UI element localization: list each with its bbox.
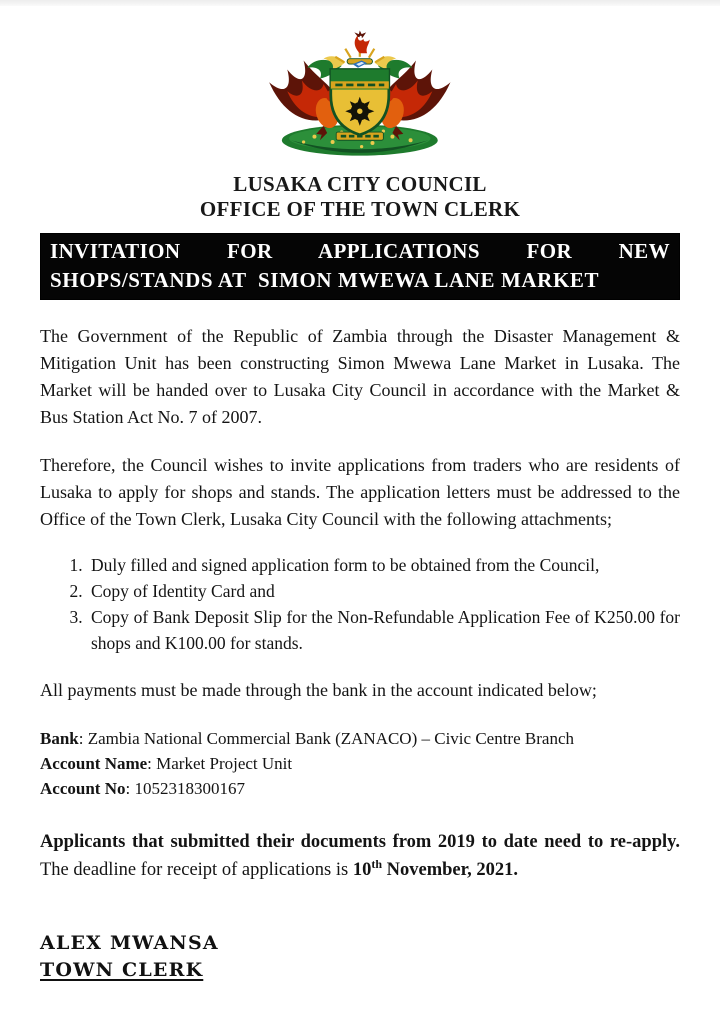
office-name: OFFICE OF THE TOWN CLERK — [199, 197, 521, 221]
account-no-label: Account No — [40, 779, 126, 798]
notice-title-banner — [40, 233, 680, 300]
reapply-notice: Applicants that submitted their documents from 2019 to date need to re-apply. — [40, 832, 680, 852]
attachment-item-2: 2. Copy of Identity Card and — [87, 578, 680, 604]
signatory-title: TOWN CLERK — [40, 959, 204, 981]
deadline-date: November, 2021. — [382, 860, 519, 880]
banner-line-2: SHOPS/STANDS AT SIMON MWEWA LANE MARKET — [50, 268, 600, 292]
attachment-item-3: 3. Copy of Bank Deposit Slip for the Non-Refundable Application Fee of K250.00 for shops and K100.00 for stands. — [87, 604, 680, 656]
account-name-label: Account Name — [40, 754, 148, 773]
org-name: LUSAKA CITY COUNCIL — [233, 172, 487, 196]
deadline-day: 10 — [352, 860, 372, 880]
banner-line-1: INVITATION FOR APPLICATIONS FOR NEW — [50, 239, 670, 263]
bank-label: Bank — [40, 729, 79, 748]
paragraph-invitation: Therefore, the Council wishes to invite applications from traders who are residents of Lusaka to apply for shops and stands. The application letters must be addressed to the Office of the Town Clerk, Lusaka City Council with the following attachments; — [40, 455, 680, 529]
bank-value: : Zambia National Commercial Bank (ZANACO) – Civic Centre Branch — [78, 729, 574, 748]
account-name-row — [40, 751, 680, 776]
coat-of-arms-icon — [251, 26, 469, 162]
coat-of-arms — [40, 26, 680, 164]
account-name-value: : Market Project Unit — [147, 754, 293, 773]
paragraph-payments: All payments must be made through the bank in the account indicated below; — [40, 680, 597, 700]
attachment-item-1: 1. Duly filled and signed application form to be obtained from the Council, — [87, 552, 680, 578]
signatory-name: ALEX MWANSA — [40, 932, 219, 954]
deadline-ordinal: th — [371, 856, 383, 871]
deadline-paragraph — [40, 828, 680, 884]
bank-details — [40, 726, 680, 801]
paragraph-intro: The Government of the Republic of Zambia through the Disaster Management & Mitigation Unit has been constructing Simon Mwewa Lane Market in Lusaka. The Market will be handed over to Lusaka City Council in accordance with the Market & Bus Station Act No. 7 of 2007. — [40, 326, 680, 427]
deadline-text: The deadline for receipt of applications is — [40, 860, 353, 880]
signature-block — [40, 930, 680, 984]
account-no-row — [40, 776, 680, 801]
bank-row — [40, 726, 680, 751]
account-no-value: : 1052318300167 — [125, 779, 245, 798]
attachments-list — [67, 552, 680, 656]
